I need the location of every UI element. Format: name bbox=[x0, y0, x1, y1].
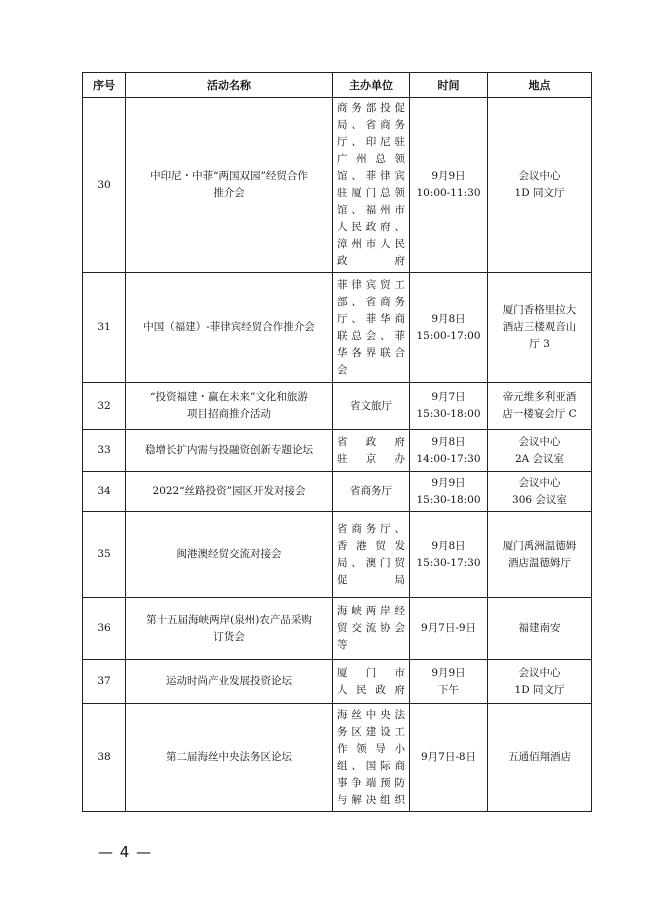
cell-venue-line: 会议中心 bbox=[518, 666, 561, 679]
cell-host bbox=[333, 660, 410, 704]
table-row bbox=[83, 598, 592, 660]
cell-no: 30 bbox=[83, 98, 126, 273]
events-table bbox=[82, 72, 592, 812]
table-row bbox=[83, 704, 592, 812]
cell-venue-line: 会议中心 bbox=[518, 170, 561, 182]
cell-host bbox=[333, 430, 410, 472]
cell-host-line: 省商务厅、 bbox=[337, 522, 405, 535]
cell-name bbox=[126, 512, 333, 598]
cell-host-line: 事争端预防 bbox=[337, 776, 405, 789]
cell-no: 37 bbox=[83, 660, 126, 704]
cell-name-line: 中国（福建）-菲律宾经贸合作推介会 bbox=[143, 321, 315, 333]
cell-venue bbox=[488, 383, 592, 430]
cell-no: 31 bbox=[83, 273, 126, 383]
cell-no: 33 bbox=[83, 430, 126, 472]
cell-no: 36 bbox=[83, 598, 126, 660]
cell-time bbox=[410, 383, 488, 430]
cell-time-line: 15:30-18:00 bbox=[416, 408, 481, 420]
cell-host-line: 驻京办 bbox=[337, 452, 405, 465]
cell-name bbox=[126, 383, 333, 430]
cell-host-line: 省文旅厅 bbox=[350, 399, 392, 412]
cell-host-line: 组、国际商 bbox=[337, 759, 405, 772]
cell-host-line: 人民政府、 bbox=[337, 221, 405, 233]
cell-name-line: 运动时尚产业发展投资论坛 bbox=[166, 675, 292, 687]
cell-name-line: 推介会 bbox=[213, 187, 245, 199]
cell-host-line: 作领导小 bbox=[337, 742, 405, 755]
cell-host-line: 驻厦门总领 bbox=[337, 187, 405, 199]
cell-host-line: 部、省商务 bbox=[337, 295, 405, 308]
cell-name bbox=[126, 704, 333, 812]
cell-time-line: 9月8日 bbox=[431, 539, 466, 552]
cell-host-line: 菲律宾贸工 bbox=[337, 278, 405, 291]
cell-venue-line: 福建南安 bbox=[518, 622, 561, 634]
cell-name-line: 稳增长扩内需与投融资创新专题论坛 bbox=[145, 444, 313, 456]
cell-name-line: “投资福建・赢在未来”文化和旅游 bbox=[150, 391, 308, 403]
cell-host-line: 局、澳门贸 bbox=[337, 556, 405, 569]
cell-host-line: 政府 bbox=[337, 255, 405, 267]
cell-name bbox=[126, 273, 333, 383]
cell-host-line: 局、省商务 bbox=[337, 119, 405, 131]
cell-host-line: 等 bbox=[337, 639, 348, 651]
cell-host-line: 省政府 bbox=[337, 435, 405, 448]
cell-host-line: 香港贸发 bbox=[337, 539, 405, 552]
header-name: 活动名称 bbox=[126, 73, 333, 98]
cell-host-line: 馆、菲律宾 bbox=[337, 170, 405, 182]
cell-time-line: 9月7日-9日 bbox=[420, 622, 477, 634]
cell-name bbox=[126, 598, 333, 660]
table-row bbox=[83, 512, 592, 598]
cell-venue-line: 会议中心 bbox=[518, 476, 561, 489]
cell-venue-line: 厅 3 bbox=[529, 338, 550, 350]
cell-venue-line: 2A 会议室 bbox=[514, 452, 565, 465]
cell-host-line: 会 bbox=[337, 363, 348, 376]
cell-venue bbox=[488, 98, 592, 273]
page-number: — 4 — bbox=[98, 843, 153, 861]
cell-venue bbox=[488, 704, 592, 812]
cell-time-line: 9月9日 bbox=[431, 476, 466, 489]
cell-venue bbox=[488, 598, 592, 660]
cell-name bbox=[126, 660, 333, 704]
cell-no: 38 bbox=[83, 704, 126, 812]
cell-venue-line: 1D 同文厅 bbox=[514, 187, 565, 199]
header-no: 序号 bbox=[83, 73, 126, 98]
cell-time bbox=[410, 704, 488, 812]
cell-host-line: 联总会、菲 bbox=[337, 329, 405, 342]
cell-venue bbox=[488, 512, 592, 598]
cell-host-line: 厅、菲华商 bbox=[337, 312, 405, 325]
cell-time-line: 10:00-11:30 bbox=[416, 187, 481, 199]
cell-host-line: 省商务厅 bbox=[350, 485, 392, 497]
cell-time-line: 9月7日-8日 bbox=[420, 751, 477, 763]
cell-time-line: 9月9日 bbox=[431, 170, 466, 182]
cell-host bbox=[333, 383, 410, 430]
header-host: 主办单位 bbox=[333, 73, 410, 98]
cell-venue bbox=[488, 660, 592, 704]
cell-name-line: 第二届海丝中央法务区论坛 bbox=[166, 751, 292, 763]
cell-time-line: 9月7日 bbox=[431, 391, 466, 403]
cell-no: 32 bbox=[83, 383, 126, 430]
cell-time-line: 9月8日 bbox=[431, 435, 466, 448]
cell-name-line: 第十五届海峡两岸(泉州)农产品采购 bbox=[146, 613, 312, 626]
cell-time bbox=[410, 98, 488, 273]
cell-venue-line: 店一楼宴会厅 C bbox=[502, 408, 577, 420]
table-row bbox=[83, 98, 592, 273]
cell-host-line: 馆、福州市 bbox=[337, 204, 405, 216]
cell-time-line: 9月9日 bbox=[431, 666, 466, 679]
cell-host bbox=[333, 512, 410, 598]
cell-host-line: 漳州市人民 bbox=[337, 238, 405, 250]
cell-host-line: 与解决组织 bbox=[337, 793, 405, 806]
cell-host-line: 务区建设工 bbox=[337, 725, 405, 738]
cell-host-line: 厅、印尼驻 bbox=[337, 136, 405, 148]
cell-host-line: 华各界联合 bbox=[337, 346, 405, 359]
cell-venue bbox=[488, 472, 592, 512]
cell-name-line: 闽港澳经贸交流对接会 bbox=[176, 548, 282, 560]
cell-host-line: 促局 bbox=[337, 573, 405, 586]
table-row bbox=[83, 660, 592, 704]
cell-host-line: 海丝中央法 bbox=[337, 708, 405, 721]
header-time: 时间 bbox=[410, 73, 488, 98]
cell-venue-line: 厦门香格里拉大 bbox=[502, 304, 577, 316]
cell-venue-line: 帝元维多利亚酒 bbox=[502, 391, 577, 403]
cell-host-line: 人民政府 bbox=[337, 683, 405, 696]
cell-host-line: 贸交流协会 bbox=[337, 622, 405, 634]
table-row bbox=[83, 430, 592, 472]
table-row bbox=[83, 383, 592, 430]
cell-venue-line: 厦门禹洲温德姆 bbox=[502, 539, 577, 552]
cell-time bbox=[410, 598, 488, 660]
cell-name-line: 2022“丝路投资”园区开发对接会 bbox=[152, 485, 306, 497]
cell-host-line: 商务部投促 bbox=[337, 102, 405, 114]
cell-venue-line: 会议中心 bbox=[518, 435, 561, 448]
cell-host-line: 厦门市 bbox=[337, 666, 405, 679]
header-venue: 地点 bbox=[488, 73, 592, 98]
cell-venue-line: 酒店三楼观音山 bbox=[502, 321, 577, 333]
cell-venue-line: 1D 同文厅 bbox=[514, 683, 565, 696]
cell-host-line: 海峡两岸经 bbox=[337, 605, 405, 617]
table-header-row bbox=[83, 73, 592, 98]
cell-time bbox=[410, 512, 488, 598]
cell-host bbox=[333, 598, 410, 660]
cell-host bbox=[333, 273, 410, 383]
cell-no: 35 bbox=[83, 512, 126, 598]
cell-name bbox=[126, 430, 333, 472]
cell-time-line: 9月8日 bbox=[431, 312, 466, 325]
cell-name-line: 中印尼・中菲“两国双园”经贸合作 bbox=[150, 170, 308, 182]
cell-time-line: 15:30-18:00 bbox=[416, 493, 481, 506]
cell-name bbox=[126, 472, 333, 512]
cell-time-line: 15:00-17:00 bbox=[416, 329, 481, 342]
cell-venue bbox=[488, 273, 592, 383]
cell-host bbox=[333, 704, 410, 812]
cell-host bbox=[333, 98, 410, 273]
cell-time-line: 下午 bbox=[438, 683, 459, 696]
cell-time bbox=[410, 430, 488, 472]
cell-time-line: 14:00-17:30 bbox=[416, 452, 481, 465]
cell-venue-line: 五通佰翔酒店 bbox=[508, 751, 571, 763]
cell-time bbox=[410, 660, 488, 704]
cell-no: 34 bbox=[83, 472, 126, 512]
cell-name-line: 订货会 bbox=[213, 630, 245, 643]
cell-venue bbox=[488, 430, 592, 472]
cell-venue-line: 酒店温德姆厅 bbox=[508, 556, 571, 569]
table-row bbox=[83, 273, 592, 383]
cell-time-line: 15:30-17:30 bbox=[416, 556, 481, 569]
cell-name bbox=[126, 98, 333, 273]
cell-name-line: 项目招商推介活动 bbox=[187, 408, 271, 420]
cell-time bbox=[410, 472, 488, 512]
cell-host bbox=[333, 472, 410, 512]
cell-venue-line: 306 会议室 bbox=[512, 493, 567, 506]
table-row bbox=[83, 472, 592, 512]
cell-time bbox=[410, 273, 488, 383]
cell-host-line: 广州总领 bbox=[337, 153, 405, 165]
